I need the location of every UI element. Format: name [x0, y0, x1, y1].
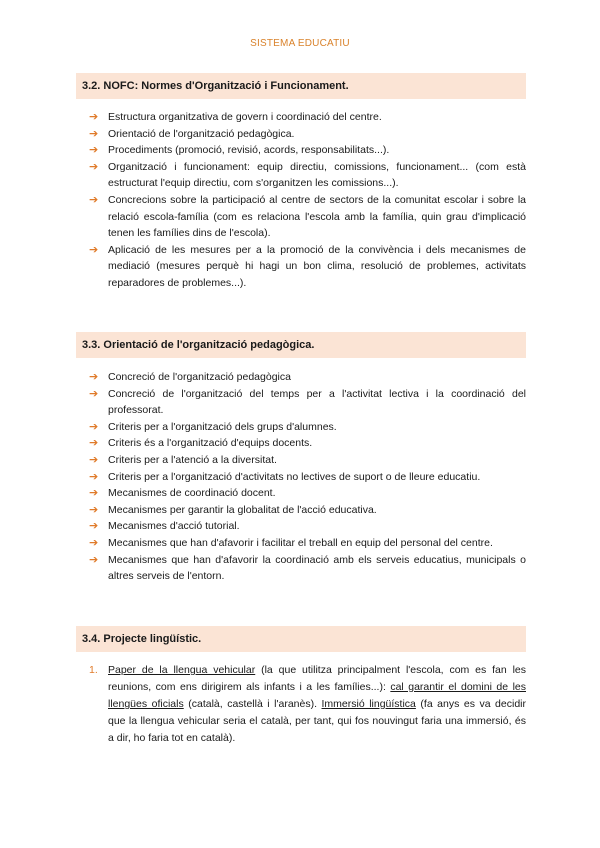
section-heading-3-3: 3.3. Orientació de l'organització pedagògica. — [76, 332, 526, 358]
list-item: ➔ Criteris per a l'organització d'activitats no lectives de suport o de lleure educatiu. — [89, 469, 526, 486]
arrow-icon: ➔ — [89, 111, 99, 123]
list-item: ➔ Criteris per a l'atenció a la diversitat. — [89, 452, 526, 469]
arrow-icon: ➔ — [89, 127, 99, 140]
arrow-icon: ➔ — [89, 437, 99, 450]
arrow-icon: ➔ — [89, 160, 99, 173]
arrow-icon: ➔ — [89, 193, 99, 206]
arrow-icon: ➔ — [89, 243, 99, 256]
page-header: SISTEMA EDUCATIU — [250, 38, 350, 49]
section-heading-3-2: 3.2. NOFC: Normes d'Organització i Funcionament. — [76, 73, 526, 99]
list-item: 1. Paper de la llengua vehicular (la que utilitza principalment l'escola, com es fan les reunions, com ens dirigirem als infants i a les famílies...): cal garantir el domini de les llengües oficials (català, castellà i l'aranès). Immersió lingüística (fa anys es va decidir que la llengua vehicular seria el català, per tant, qui fos nouvingut faria una immersió, és a dir, ho faria tot en català). — [89, 664, 526, 744]
arrow-icon: ➔ — [89, 371, 99, 383]
list-item: ➔ Concrecions sobre la participació al centre de sectors de la comunitat escolar i sobre la relació escola-família (com es relaciona l'escola amb la família, quin grau d'implicació tenen les famílies dins de l'escola). — [89, 193, 526, 240]
arrow-icon: ➔ — [89, 520, 99, 533]
arrow-icon: ➔ — [89, 553, 99, 566]
list-item: ➔ Organització i funcionament: equip directiu, comissions, funcionament... (com està estructurat l'equip directiu, com s'organitzen les comissions...). — [89, 160, 526, 190]
list-item: ➔ Concreció de l'organització del temps per a l'activitat lectiva i la coordinació del professorat. — [89, 387, 526, 417]
list-item: ➔ Procediments (promoció, revisió, acords, responsabilitats...). — [89, 142, 526, 159]
list-3-2 — [89, 109, 526, 292]
list-item: ➔ Criteris és a l'organització d'equips docents. — [89, 435, 526, 452]
arrow-icon: ➔ — [89, 487, 99, 500]
arrow-icon: ➔ — [89, 420, 99, 433]
list-3-4 — [89, 662, 526, 747]
list-item: ➔ Mecanismes de coordinació docent. — [89, 485, 526, 502]
arrow-icon: ➔ — [89, 470, 99, 483]
arrow-icon: ➔ — [89, 453, 99, 466]
arrow-icon: ➔ — [89, 536, 99, 549]
list-item: ➔ Mecanismes d'acció tutorial. — [89, 518, 526, 535]
arrow-icon: ➔ — [89, 503, 99, 516]
arrow-icon: ➔ — [89, 387, 99, 400]
list-item: ➔ Orientació de l'organització pedagògica. — [89, 126, 526, 143]
arrow-icon: ➔ — [89, 144, 99, 157]
list-3-3 — [89, 369, 526, 585]
list-item: ➔ Mecanismes que han d'afavorir la coordinació amb els serveis educatius, municipals o altres serveis de l'entorn. — [89, 553, 526, 583]
list-item: ➔ Estructura organitzativa de govern i coordinació del centre. — [89, 109, 526, 126]
list-number: 1. — [89, 664, 98, 676]
section-heading-3-4: 3.4. Projecte lingüístic. — [76, 626, 526, 652]
list-item: ➔ Mecanismes que han d'afavorir i facilitar el treball en equip del personal del centre. — [89, 535, 526, 552]
list-item: ➔ Criteris per a l'organització dels grups d'alumnes. — [89, 419, 526, 436]
list-item: ➔ Mecanismes per garantir la globalitat de l'acció educativa. — [89, 502, 526, 519]
list-item: ➔ Concreció de l'organització pedagògica — [89, 369, 526, 386]
list-item: ➔ Aplicació de les mesures per a la promoció de la convivència i dels mecanismes de mediació (mesures perquè hi hagi un bon clima, resolució de problemes, activitats reparadores de problemes...). — [89, 243, 526, 289]
